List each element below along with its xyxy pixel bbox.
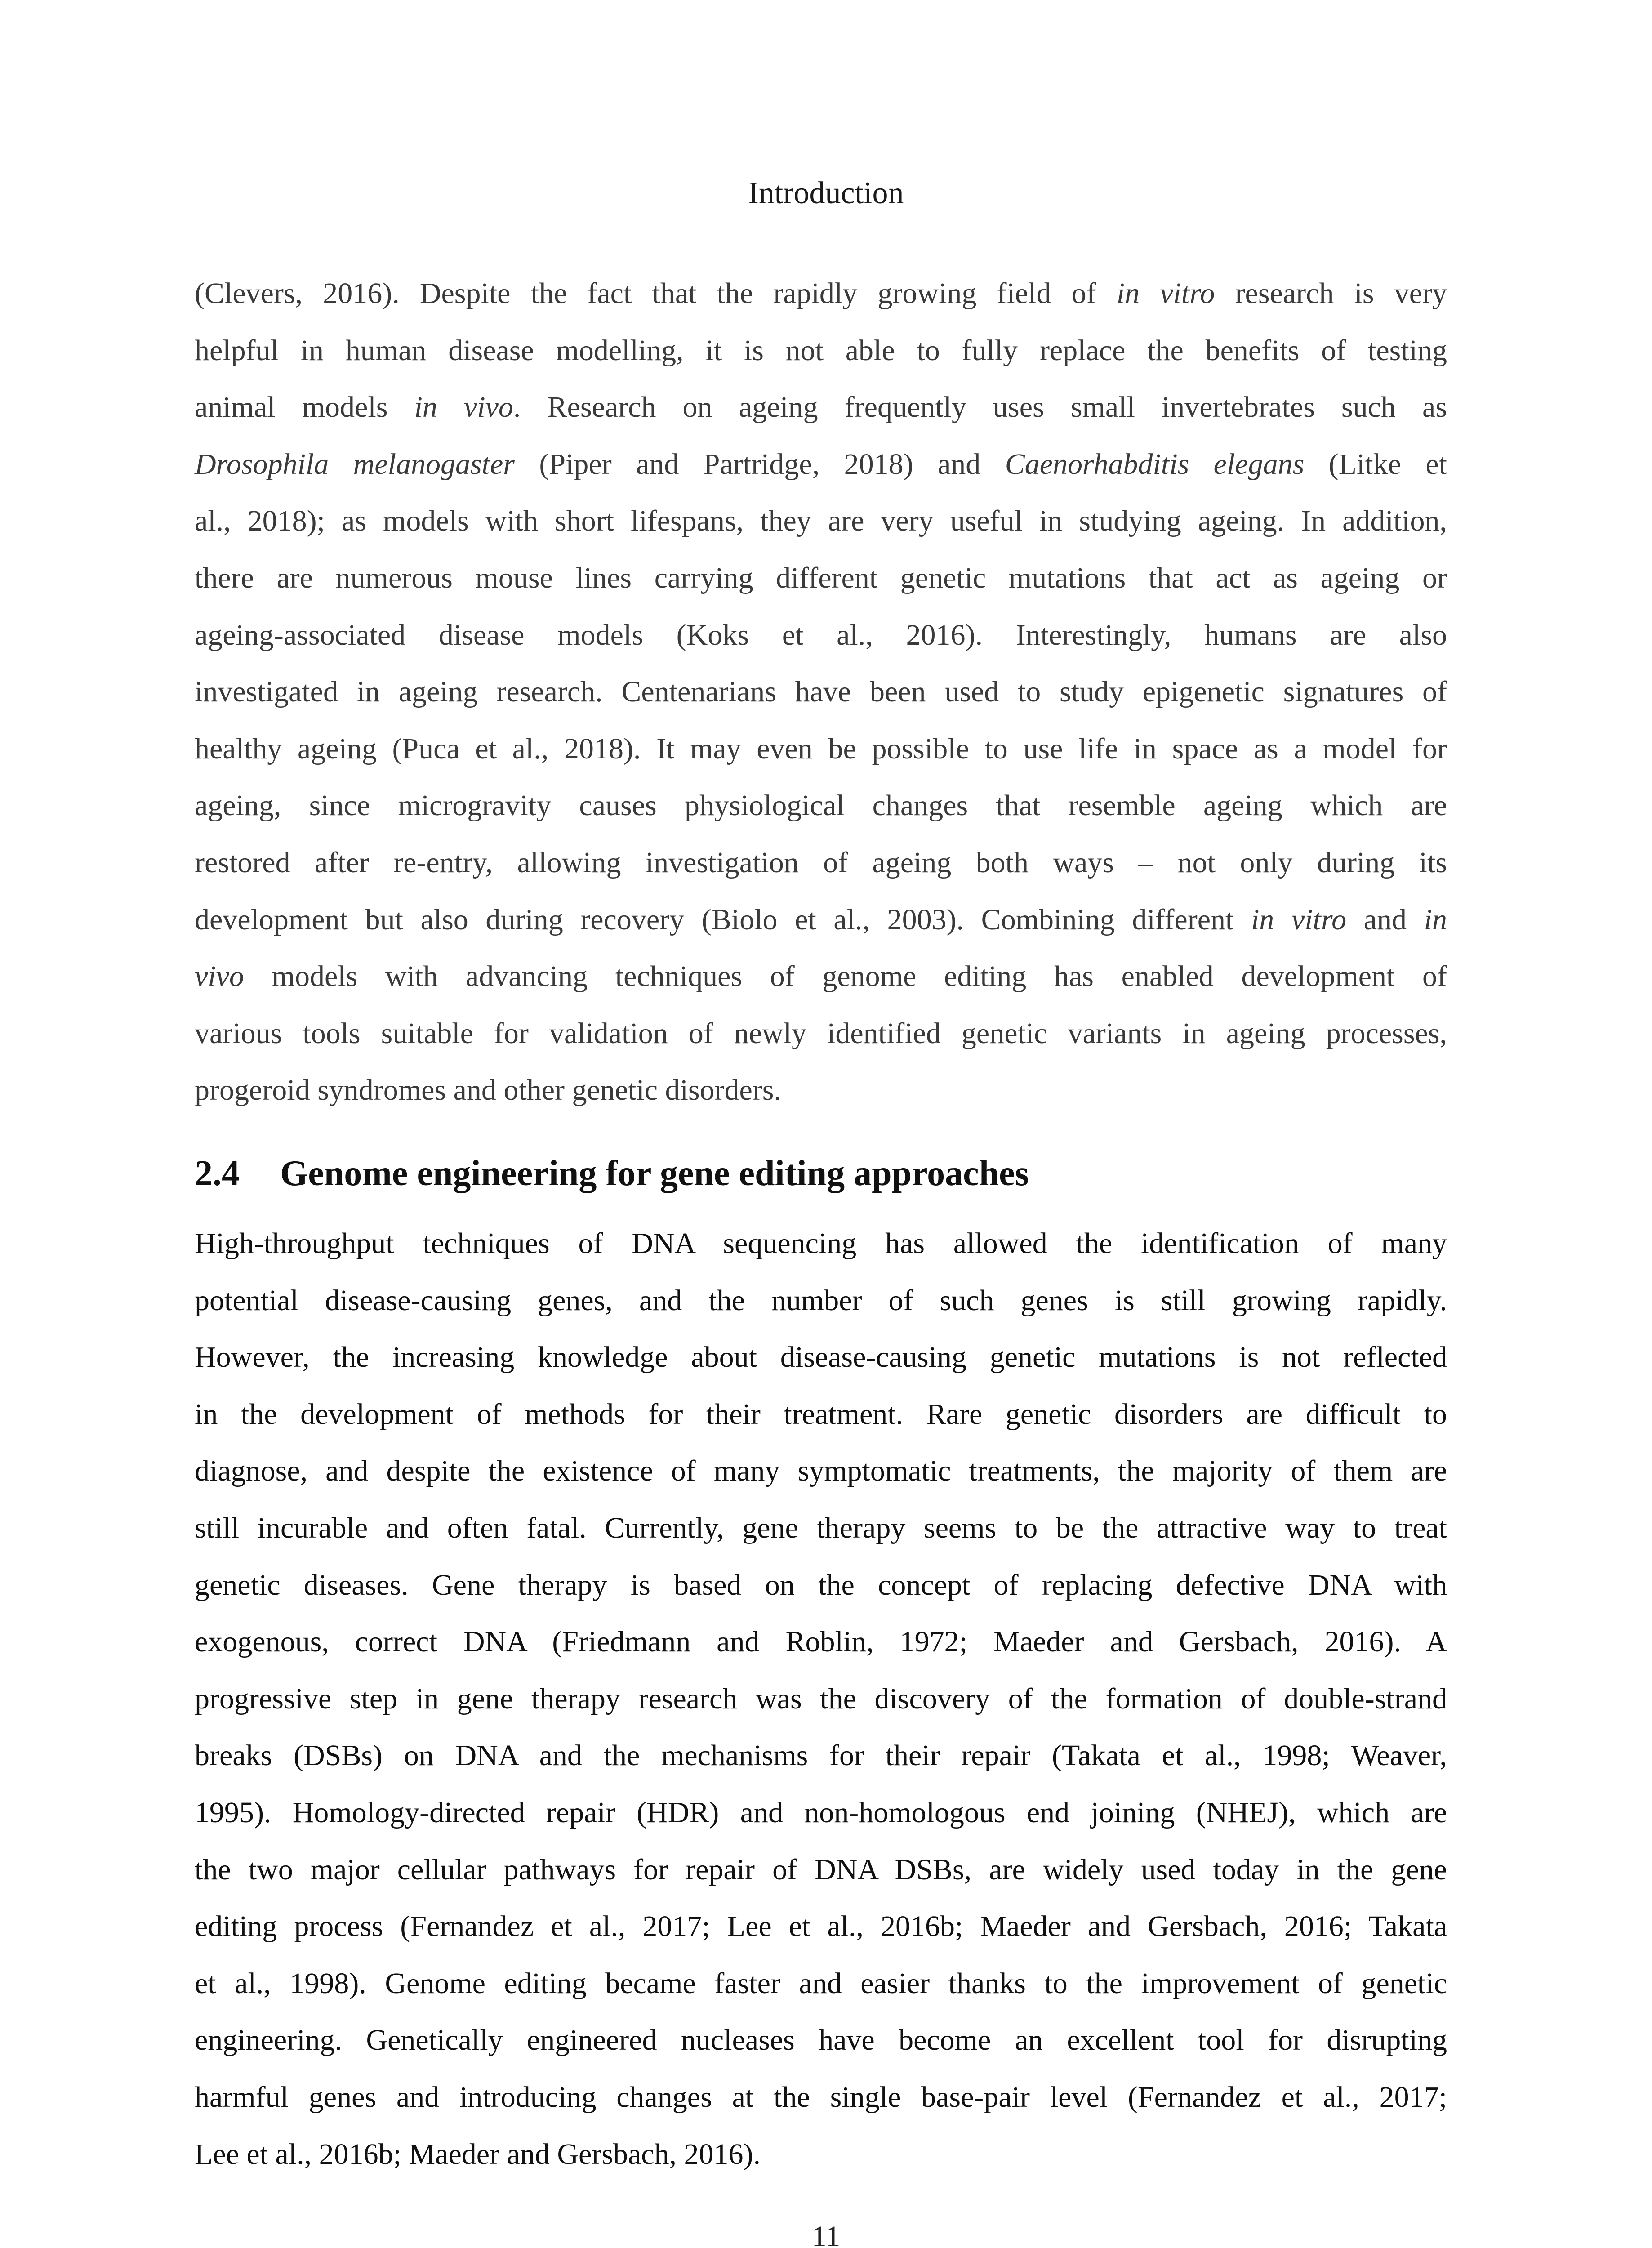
section-title: Genome engineering for gene editing approaches <box>280 1154 1029 1193</box>
text-run: models with advancing techniques of genome editing has enabled development of <box>244 960 1447 993</box>
section-number: 2.4 <box>195 1154 240 1193</box>
text-run: animal models <box>195 391 414 424</box>
text-run: healthy ageing (Puca et al., 2018). It may even be possible to use life in space as a model for <box>195 732 1447 765</box>
text-run: al., 2018); as models with short lifespans, they are very useful in studying ageing. In addition, <box>195 504 1447 538</box>
text-line <box>195 1062 1447 1119</box>
text-run: investigated in ageing research. Centenarians have been used to study epigenetic signatures of <box>195 675 1447 709</box>
text-run: High-throughput techniques of DNA sequencing has allowed the identification of many <box>195 1227 1447 1260</box>
text-run: genetic diseases. Gene therapy is based on the concept of replacing defective DNA with <box>195 1568 1447 1601</box>
text-line <box>195 1005 1447 1062</box>
italic-term: Caenorhabditis elegans <box>1005 447 1305 481</box>
text-line <box>195 265 1447 322</box>
text-run: engineering. Genetically engineered nucleases have become an excellent tool for disrupting <box>195 2024 1447 2057</box>
text-line <box>195 1557 1447 1614</box>
text-line <box>195 1500 1447 1557</box>
italic-term: in vitro <box>1251 903 1347 936</box>
page-number: 11 <box>811 2220 841 2248</box>
italic-term: vivo <box>195 960 244 993</box>
text-run: diagnose, and despite the existence of many symptomatic treatments, the majority of them are <box>195 1454 1447 1488</box>
text-line <box>195 1842 1447 1899</box>
text-line <box>195 1671 1447 1728</box>
text-line <box>195 1898 1447 1955</box>
text-run: breaks (DSBs) on DNA and the mechanisms for their repair (Takata et al., 1998; Weaver, <box>195 1739 1447 1772</box>
text-run: and <box>1346 903 1424 936</box>
text-line <box>195 1443 1447 1500</box>
text-run: still incurable and often fatal. Currently, gene therapy seems to be the attractive way to treat <box>195 1511 1447 1544</box>
text-run: 1995). Homology-directed repair (HDR) and non-homologous end joining (NHEJ), which are <box>195 1796 1447 1829</box>
text-run: the two major cellular pathways for repair of DNA DSBs, are widely used today in the gene <box>195 1853 1447 1886</box>
text-run: However, the increasing knowledge about disease-causing genetic mutations is not reflected <box>195 1341 1447 1374</box>
text-run: helpful in human disease modelling, it is not able to fully replace the benefits of testing <box>195 334 1447 367</box>
text-run: research is very <box>1215 277 1447 310</box>
paragraph-text <box>195 1215 1447 2183</box>
text-run: et al., 1998). Genome editing became faster and easier thanks to the improvement of genetic <box>195 1967 1447 2000</box>
italic-term: Drosophila melanogaster <box>195 447 515 481</box>
text-run: (Clevers, 2016). Despite the fact that the rapidly growing field of <box>195 277 1117 310</box>
text-run: ageing-associated disease models (Koks et al., 2016). Interestingly, humans are also <box>195 618 1447 651</box>
body-paragraph-2 <box>195 1215 1447 2183</box>
text-line <box>195 834 1447 892</box>
text-line <box>195 721 1447 778</box>
text-line <box>195 777 1447 834</box>
text-run: progeroid syndromes and other genetic disorders. <box>195 1074 781 1107</box>
text-line <box>195 892 1447 949</box>
running-header: Introduction <box>748 176 904 210</box>
text-line <box>195 1272 1447 1329</box>
text-line <box>195 1727 1447 1784</box>
text-run: potential disease-causing genes, and the number of such genes is still growing rapidly. <box>195 1284 1447 1317</box>
body-paragraph-1 <box>195 265 1447 1119</box>
text-line <box>195 1784 1447 1842</box>
text-run: exogenous, correct DNA (Friedmann and Roblin, 1972; Maeder and Gersbach, 2016). A <box>195 1625 1447 1659</box>
italic-term: in <box>1424 903 1447 936</box>
text-line <box>195 1614 1447 1671</box>
text-line <box>195 550 1447 607</box>
italic-term: in vitro <box>1116 277 1215 310</box>
text-run: (Piper and Partridge, 2018) and <box>514 447 1005 481</box>
text-line <box>195 1955 1447 2012</box>
text-line <box>195 493 1447 550</box>
text-line <box>195 948 1447 1005</box>
text-line <box>195 379 1447 436</box>
text-run: restored after re-entry, allowing investigation of ageing both ways – not only during its <box>195 846 1447 879</box>
text-line <box>195 1215 1447 1272</box>
text-line <box>195 607 1447 664</box>
text-line <box>195 1329 1447 1386</box>
text-run: Lee et al., 2016b; Maeder and Gersbach, 2016). <box>195 2137 761 2171</box>
text-line <box>195 322 1447 379</box>
text-line <box>195 2012 1447 2069</box>
text-run: development but also during recovery (Biolo et al., 2003). Combining different <box>195 903 1251 936</box>
italic-term: in vivo <box>414 391 513 424</box>
text-line <box>195 2126 1447 2183</box>
text-line <box>195 1386 1447 1443</box>
paragraph-text <box>195 265 1447 1119</box>
text-line <box>195 436 1447 493</box>
text-run: various tools suitable for validation of newly identified genetic variants in ageing processes, <box>195 1017 1447 1050</box>
text-run: editing process (Fernandez et al., 2017; Lee et al., 2016b; Maeder and Gersbach, 2016; Takata <box>195 1910 1447 1943</box>
section-heading <box>195 1149 1029 1198</box>
text-run: . Research on ageing frequently uses small invertebrates such as <box>513 391 1447 424</box>
text-run: (Litke et <box>1304 447 1447 481</box>
text-run: in the development of methods for their treatment. Rare genetic disorders are difficult to <box>195 1397 1447 1431</box>
text-run: progressive step in gene therapy research was the discovery of the formation of double-strand <box>195 1682 1447 1715</box>
text-run: there are numerous mouse lines carrying different genetic mutations that act as ageing or <box>195 561 1447 594</box>
text-line <box>195 2069 1447 2126</box>
text-line <box>195 664 1447 721</box>
text-run: ageing, since microgravity causes physiological changes that resemble ageing which are <box>195 789 1447 822</box>
text-run: harmful genes and introducing changes at the single base-pair level (Fernandez et al., 2017; <box>195 2080 1447 2114</box>
